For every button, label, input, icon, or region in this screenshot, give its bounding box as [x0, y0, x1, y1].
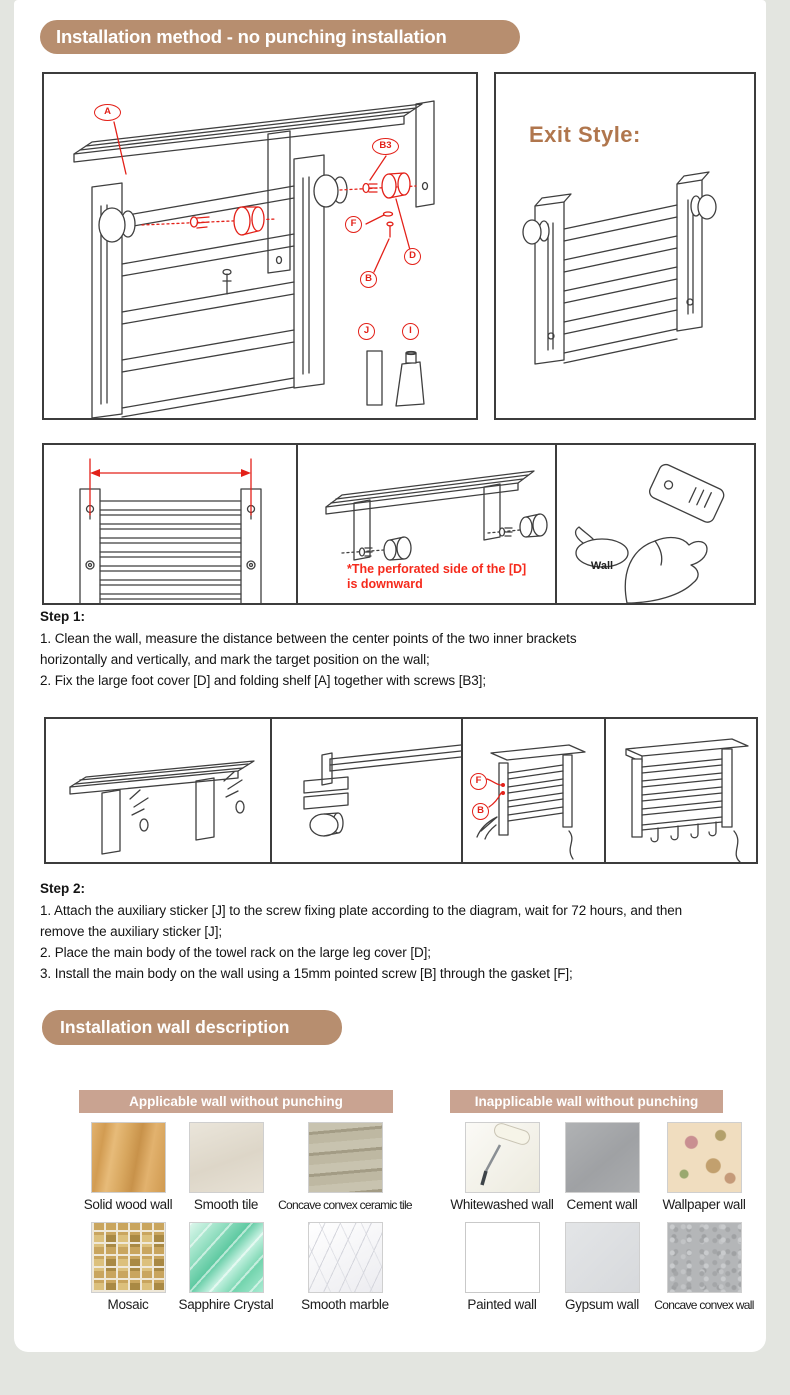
smooth-tile-image — [189, 1122, 264, 1193]
part-label-I: I — [402, 323, 419, 340]
step2-line: 1. Attach the auxiliary sticker [J] to the screw fixing plate according to the diagram, wait for 72 hours, and then — [40, 903, 683, 918]
step2-line: 2. Place the main body of the towel rack on the large leg cover [D]; — [40, 945, 431, 960]
applicable-wall-header: Applicable wall without punching — [79, 1090, 393, 1113]
whitewashed-wall-image — [465, 1122, 540, 1193]
cement-wall-image — [565, 1122, 640, 1193]
step2-heading: Step 2: — [40, 881, 86, 896]
wall-item-smooth-marble: Smooth marble — [272, 1222, 418, 1313]
wall-item-solid-wood: Solid wood wall — [78, 1122, 178, 1213]
measurement-box — [42, 443, 756, 605]
part-label-B: B — [472, 803, 489, 820]
solid-wood-wall-image — [91, 1122, 166, 1193]
perforated-side-note: *The perforated side of the [D] is downward — [347, 562, 527, 591]
step1-text — [40, 606, 750, 691]
wall-item-smooth-tile: Smooth tile — [176, 1122, 276, 1213]
concave-convex-wall-image — [667, 1222, 742, 1293]
measure-distance-illustration — [44, 445, 296, 603]
finished-rack-hooks-illustration — [606, 719, 758, 862]
part-label-D: D — [404, 248, 421, 265]
section-banner-wall-description: Installation wall description — [42, 1010, 342, 1045]
wall-item-gypsum: Gypsum wall — [552, 1222, 652, 1313]
part-label-J: J — [358, 323, 375, 340]
exit-style-title: Exit Style: — [529, 122, 641, 147]
step2-line: remove the auxiliary sticker [J]; — [40, 924, 223, 939]
concave-convex-ceramic-tile-image — [308, 1122, 383, 1193]
part-label-B3: B3 — [372, 138, 399, 155]
mosaic-image — [91, 1222, 166, 1293]
mount-screw-illustration — [463, 719, 604, 862]
wall-item-mosaic: Mosaic — [78, 1222, 178, 1313]
smooth-marble-image — [308, 1222, 383, 1293]
step2-diagram-row — [44, 717, 758, 864]
step1-heading: Step 1: — [40, 609, 86, 624]
wall-item-painted: Painted wall — [450, 1222, 554, 1313]
painted-wall-image — [465, 1222, 540, 1293]
wall-item-ceramic-tile: Concave convex ceramic tile — [272, 1122, 418, 1213]
sticker-plate-closeup-illustration — [272, 719, 461, 862]
hand-to-wall-illustration — [557, 445, 756, 603]
exploded-diagram-box — [42, 72, 478, 420]
part-label-A: A — [94, 104, 121, 121]
exploded-towel-rack-illustration — [44, 74, 476, 418]
wall-item-wallpaper: Wallpaper wall — [648, 1122, 760, 1213]
exit-style-rack-illustration — [496, 74, 754, 418]
step1-line: 2. Fix the large foot cover [D] and folding shelf [A] together with screws [B3]; — [40, 673, 486, 688]
paint-roller-icon — [466, 1123, 539, 1192]
sticker-spray-illustration — [46, 719, 270, 862]
gypsum-wall-image — [565, 1222, 640, 1293]
part-label-F: F — [345, 216, 362, 233]
wall-item-concave-convex: Concave convex wall — [648, 1222, 760, 1313]
exit-style-box — [494, 72, 756, 420]
wall-item-whitewashed: Whitewashed wall — [450, 1122, 554, 1213]
step1-line: 1. Clean the wall, measure the distance between the center points of the two inner brackets — [40, 631, 577, 646]
section-banner-installation-method: Installation method - no punching installation — [40, 20, 520, 54]
part-label-B: B — [360, 271, 377, 288]
wall-item-cement: Cement wall — [552, 1122, 652, 1213]
sapphire-crystal-image — [189, 1222, 264, 1293]
inapplicable-wall-header: Inapplicable wall without punching — [450, 1090, 723, 1113]
wall-bubble-label: Wall — [590, 560, 614, 572]
wallpaper-wall-image — [667, 1122, 742, 1193]
step2-text — [40, 878, 750, 984]
step1-line: horizontally and vertically, and mark the target position on the wall; — [40, 652, 430, 667]
part-label-F: F — [470, 773, 487, 790]
step2-line: 3. Install the main body on the wall using a 15mm pointed screw [B] through the gasket [F]; — [40, 966, 573, 981]
wall-item-sapphire-crystal: Sapphire Crystal — [176, 1222, 276, 1313]
